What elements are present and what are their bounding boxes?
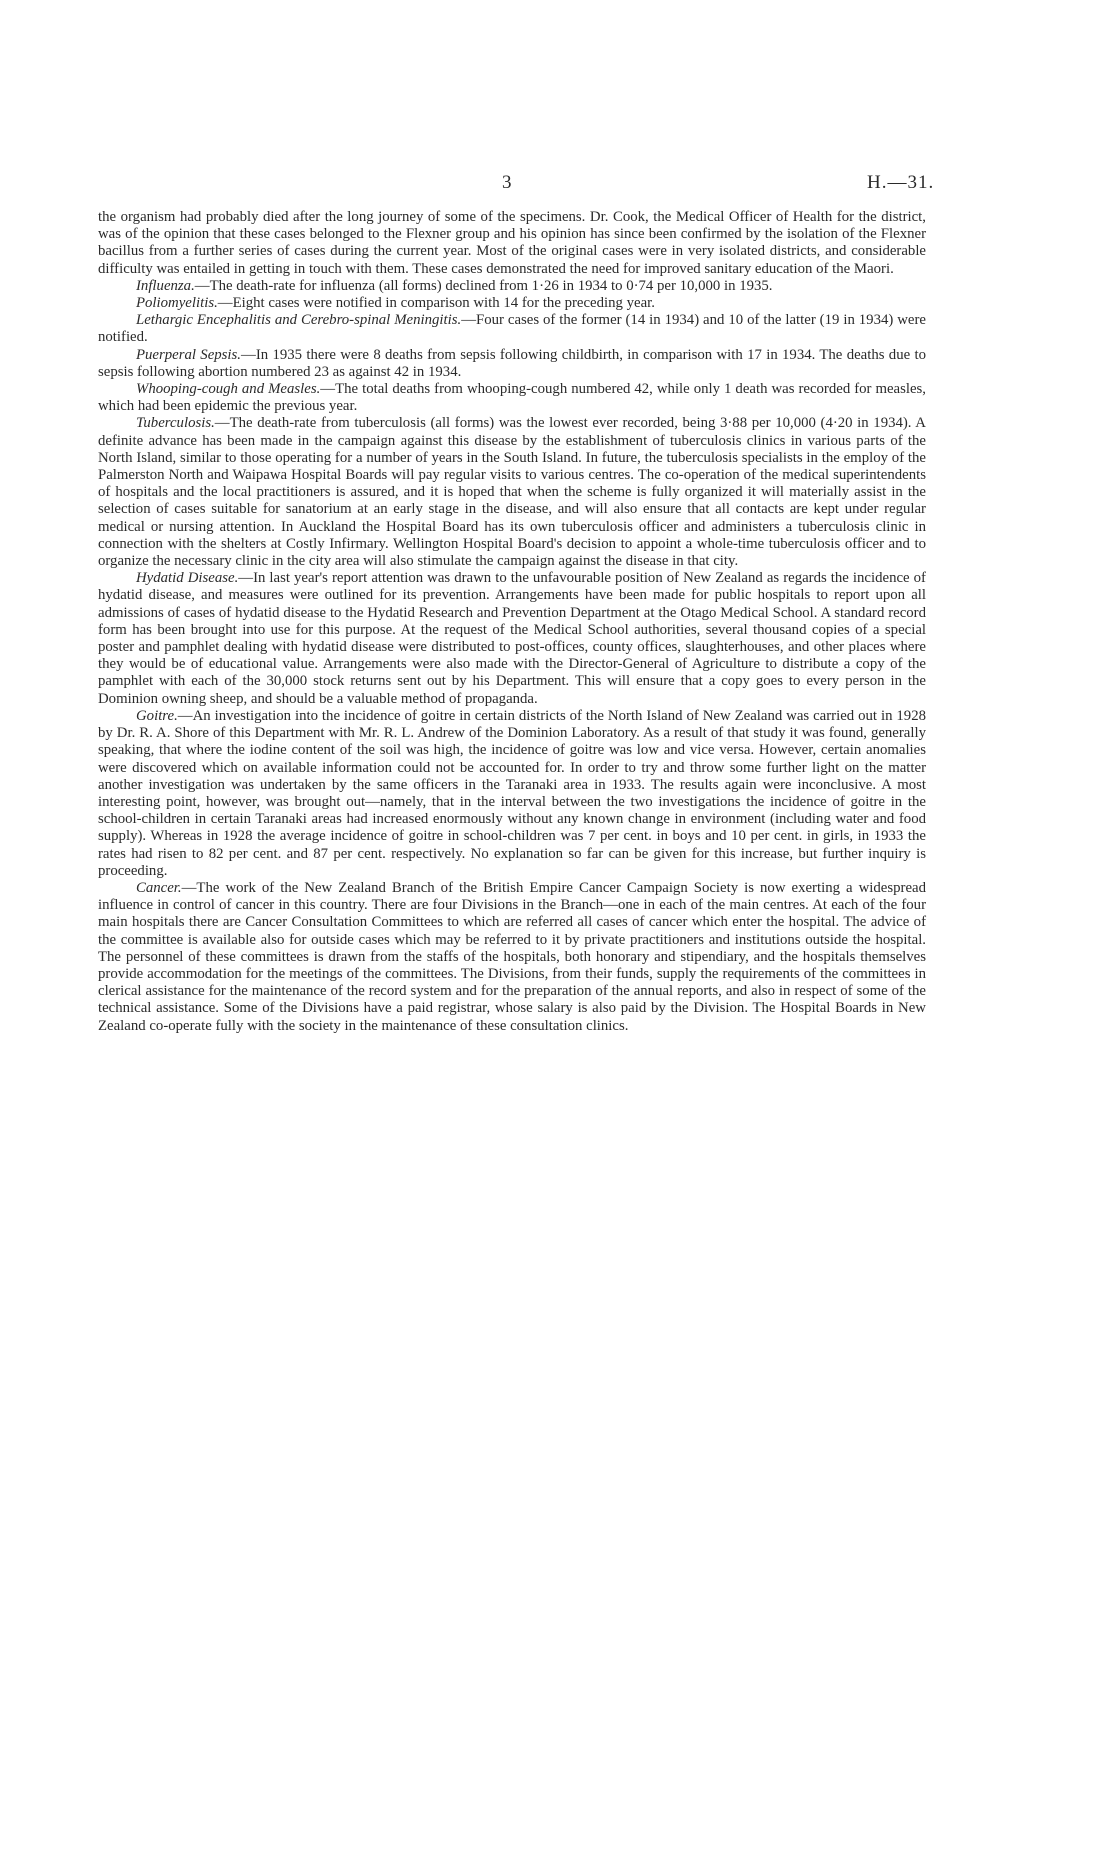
paragraph-goitre bbox=[98, 708, 926, 880]
paragraph-text: the organism had probably died after the long journey of some of the specimens. Dr. Cook, the Medical Officer of Health for the district, was of the opinion that these cases belonged to the Flexner group and his opinion has since been confirmed by the isolation of the Flexner bacillus from a further series of cases during the current year. Most of the original cases were in very isolated districts, and considerable difficulty was entailed in getting in touch with them. These cases demonstrated the need for improved sanitary education of the Maori. bbox=[98, 209, 926, 277]
paragraph-text: —The total deaths from whooping-cough numbered 42, while only 1 death was recorded for measles, which had been epidemic the previous year. bbox=[98, 381, 926, 415]
paragraph-heading: Puerperal Sepsis. bbox=[136, 346, 242, 363]
paragraph-heading: Tuberculosis. bbox=[136, 415, 215, 432]
document-body bbox=[98, 209, 926, 1035]
paragraph-text: —Eight cases were notified in comparison with 14 for the preceding year. bbox=[217, 295, 655, 312]
paragraph-text: —In 1935 there were 8 deaths from sepsis following childbirth, in comparison with 17 in 1934. The deaths due to sepsis following abortion numbered 23 as against 42 in 1934. bbox=[98, 346, 926, 380]
paragraph-heading: Whooping-cough and Measles. bbox=[136, 381, 321, 398]
paragraph-text: —The death-rate for influenza (all forms) declined from 1·26 in 1934 to 0·74 per 10,000 in 1935. bbox=[194, 277, 773, 294]
paragraph-cancer bbox=[98, 880, 926, 1035]
paragraph-hydatid-disease bbox=[98, 570, 926, 708]
paragraph-continuation bbox=[98, 209, 926, 278]
paragraph-whooping-cough bbox=[98, 381, 926, 415]
paragraph-poliomyelitis bbox=[98, 295, 926, 312]
paragraph-heading: Goitre. bbox=[136, 707, 178, 724]
paragraph-heading: Hydatid Disease. bbox=[136, 570, 239, 587]
paragraph-encephalitis bbox=[98, 312, 926, 346]
paragraph-text: —An investigation into the incidence of goitre in certain districts of the North Island of New Zealand was carried out in 1928 by Dr. R. A. Shore of this Department with Mr. R. L. Andrew of the Dominion Laboratory. As a result of that study it was found, generally speaking, that where the iodine content of the soil was high, the incidence of goitre was low and vice versa. However, certain anomalies were discovered which on available information could not be accounted for. In order to try and throw some further light on the matter another investigation was undertaken by the same officers in the Taranaki area in 1933. The results again were inconclusive. A most interesting point, however, was brought out—namely, that in the interval between the two investigations the incidence of goitre in the school-children in certain Taranaki areas had increased enormously without any known change in environment (including water and food supply). Whereas in 1928 the average incidence of goitre in school-children was 7 per cent. in boys and 10 per cent. in girls, in 1933 the rates had risen to 82 per cent. and 87 per cent. respectively. No explanation so far can be given for this increase, but further inquiry is proceeding. bbox=[98, 707, 926, 879]
paragraph-heading: Lethargic Encephalitis and Cerebro-spinal Meningitis. bbox=[136, 312, 462, 329]
paragraph-influenza bbox=[98, 278, 926, 295]
paragraph-heading: Influenza. bbox=[136, 277, 195, 294]
paragraph-tuberculosis bbox=[98, 415, 926, 570]
paragraph-heading: Poliomyelitis. bbox=[136, 295, 218, 312]
paragraph-text: —In last year's report attention was drawn to the unfavourable position of New Zealand as regards the incidence of hydatid disease, and measures were outlined for its prevention. Arrangements have been made for public hospitals to report upon all admissions of cases of hydatid disease to the Hydatid Research and Prevention Department at the Otago Medical School. A standard record form has been brought into use for this purpose. At the request of the Medical School authorities, several thousand copies of a special poster and pamphlet dealing with hydatid disease were distributed to post-offices, county offices, slaughterhouses, and other places where they would be of educational value. Arrangements were also made with the Director-General of Agriculture to distribute a copy of the pamphlet with each of the 30,000 stock returns sent out by his Department. This will ensure that a copy goes to every person in the Dominion owning sheep, and should be a valuable method of propaganda. bbox=[98, 570, 926, 707]
paragraph-text: —Four cases of the former (14 in 1934) and 10 of the latter (19 in 1934) were notified. bbox=[98, 312, 926, 346]
paragraph-heading: Cancer. bbox=[136, 879, 182, 896]
paragraph-text: —The death-rate from tuberculosis (all forms) was the lowest ever recorded, being 3·88 per 10,000 (4·20 in 1934). A definite advance has been made in the campaign against this disease by the establishment of tuberculosis clinics in various parts of the North Island, similar to those operating for a number of years in the South Island. In future, the tuberculosis specialists in the employ of the Palmerston North and Waipawa Hospital Boards will pay regular visits to various centres. The co-operation of the medical superintendents of hospitals and the local practitioners is assured, and it is hoped that when the scheme is fully organized it will materially assist in the selection of cases suitable for sanatorium at an early stage in the disease, and will also ensure that all contacts are kept under regular medical or nursing attention. In Auckland the Hospital Board has its own tuberculosis officer and administers a tuberculosis clinic in connection with the shelters at Costly Infirmary. Wellington Hospital Board's decision to appoint a whole-time tuberculosis officer and to organize the necessary clinic in the city area will also stimulate the campaign against the disease in that city. bbox=[98, 415, 926, 570]
paragraph-puerperal-sepsis bbox=[98, 347, 926, 381]
page-number: 3 bbox=[502, 172, 513, 193]
paragraph-text: —The work of the New Zealand Branch of the British Empire Cancer Campaign Society is now exerting a widespread influence in control of cancer in this country. There are four Divisions in the Branch—one in each of the main centres. At each of the four main hospitals there are Cancer Consultation Committees to which are referred all cases of cancer which enter the hospital. The advice of the committee is available also for outside cases which may be referred to it by private practitioners and institutions outside the hospital. The personnel of these committees is drawn from the staffs of the hospitals, both honorary and stipendiary, and the hospitals themselves provide accommodation for the meetings of the committees. The Divisions, from their funds, supply the requirements of the committees in clerical assistance for the maintenance of the record system and for the preparation of the annual reports, and also in respect of some of the technical assistance. Some of the Divisions have a paid registrar, whose salary is also paid by the Division. The Hospital Boards in New Zealand co-operate fully with the society in the maintenance of these consultation clinics. bbox=[98, 879, 926, 1034]
document-reference: H.—31. bbox=[867, 172, 935, 193]
